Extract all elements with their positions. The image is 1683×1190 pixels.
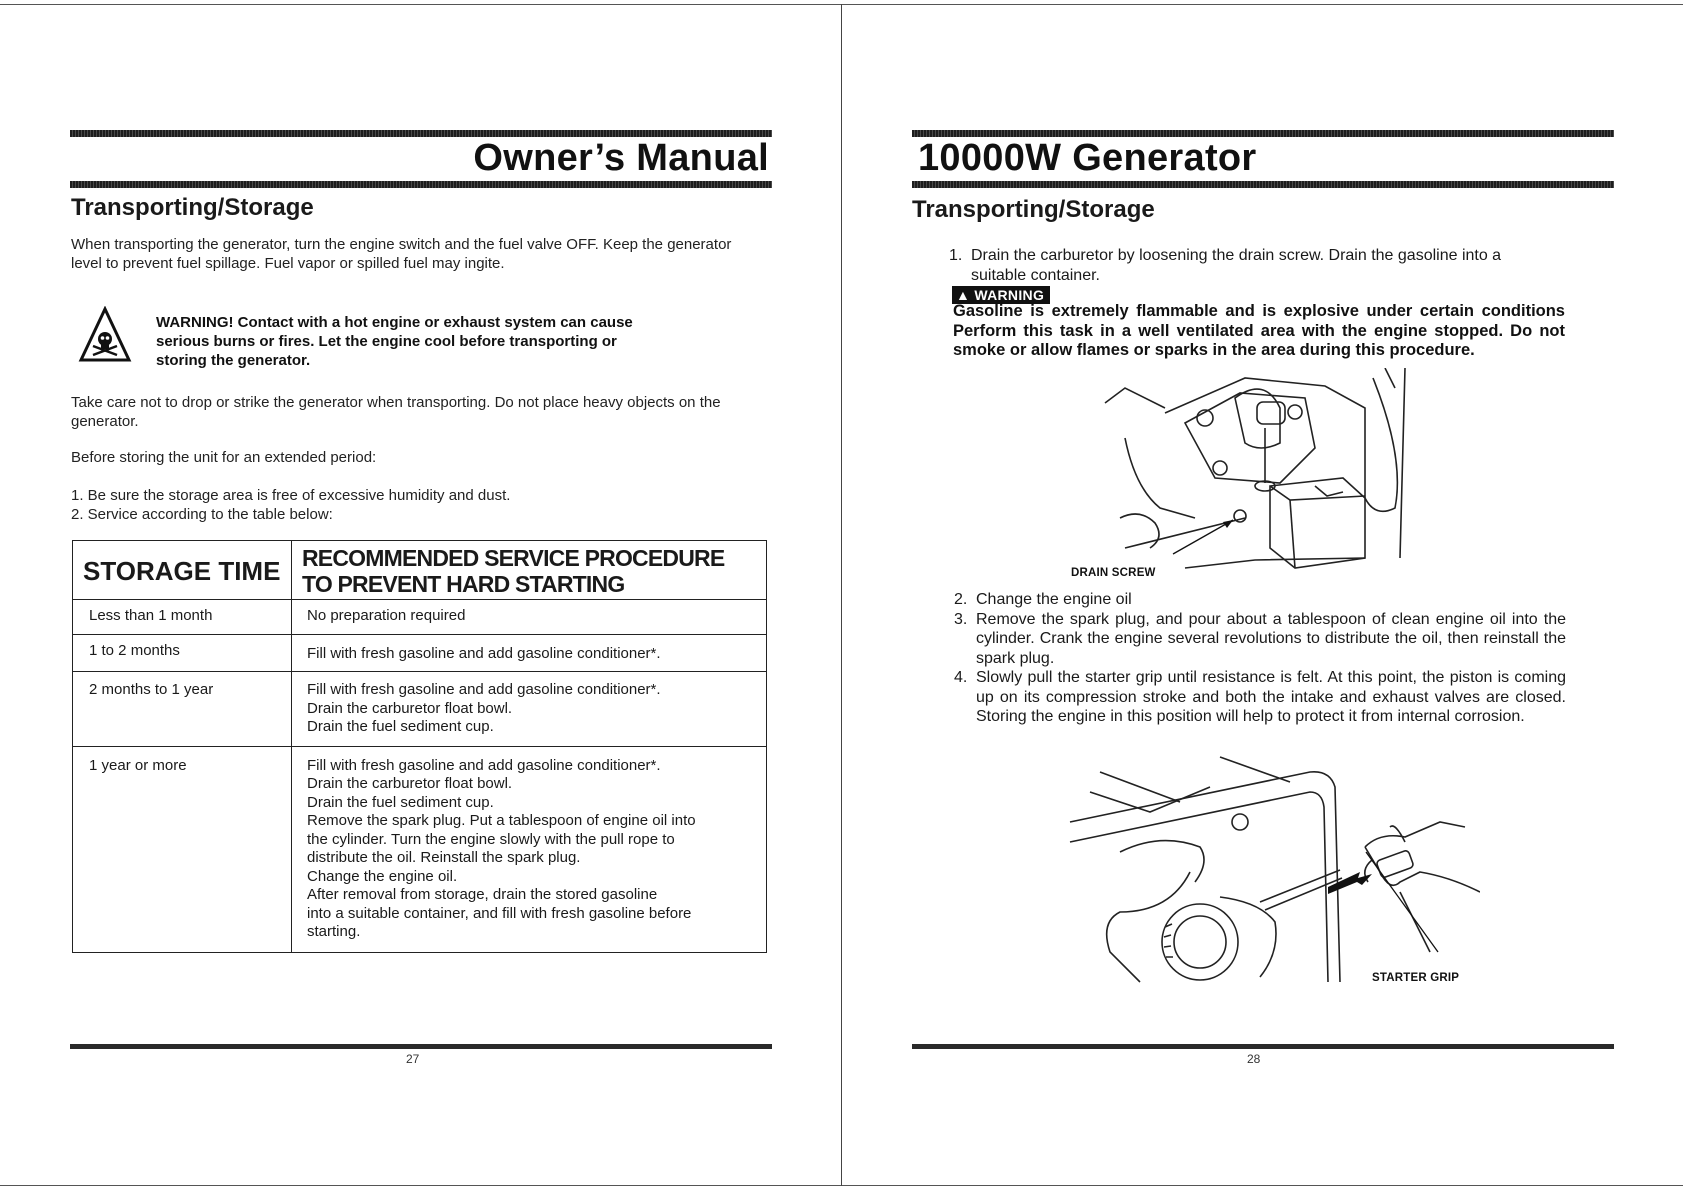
header-line: RECOMMENDED SERVICE PROCEDURE [302,545,725,571]
warning-text [156,313,776,370]
procedure-line: After removal from storage, drain the stored gasoline [307,886,658,903]
table-row [73,634,767,672]
page-number: 28 [1247,1052,1261,1066]
step-number: 4. [954,669,968,686]
header-rule-bottom [912,181,1614,188]
page-header-title: Owner’s Manual [473,137,769,179]
list-item [954,590,1566,610]
page-number: 27 [406,1052,420,1066]
footer-rule [912,1044,1614,1049]
steps-2-4 [954,590,1566,727]
step-text: Slowly pull the starter grip until resistance is felt. At this point, the piston is coming up on its compression stroke and both the intake and exhaust valves are closed. Storing the engine in this position will help to protect it from internal corrosion. [976,669,1566,725]
drain-screw-label: DRAIN SCREW [1071,567,1156,579]
step-text: Remove the spark plug, and pour about a tablespoon of clean engine oil into the cylinder. Crank the engine several revolutions to distribute the oil, then reinstall the spark plug. [976,610,1566,667]
cell-procedure [292,746,767,952]
procedure-line: Fill with fresh gasoline and add gasoline conditioner*. [307,681,661,698]
procedure-line: distribute the oil. Reinstall the spark plug. [307,849,581,866]
cell-storage-time: 2 months to 1 year [73,672,292,747]
procedure-line: Drain the carburetor float bowl. [307,699,513,717]
header-line: TO PREVENT HARD STARTING [302,571,625,597]
warning-badge-label: WARNING [974,287,1045,303]
warning-line: storing the generator. [156,352,311,369]
page-header-title: 10000W Generator [918,137,1257,179]
warning-line: WARNING! Contact with a hot engine or exhaust system can cause [156,314,633,331]
procedure-line: Drain the fuel sediment cup. [307,793,494,811]
procedure-line: Drain the carburetor float bowl. [307,775,513,792]
section-title: Transporting/Storage [912,196,1155,223]
cell-procedure [292,634,767,672]
cell-storage-time: Less than 1 month [73,600,292,635]
list-item [949,246,1549,285]
table-row [73,672,767,747]
procedure-line: No preparation required [307,607,466,624]
cell-storage-time: 1 year or more [73,746,292,952]
skull-warning-icon [78,306,132,364]
left-page [0,0,841,1190]
storage-checklist [71,487,751,524]
cell-storage-time: 1 to 2 months [73,634,292,672]
header-rule-bottom [70,181,772,188]
table-row [73,746,767,952]
step-text: Drain the carburetor by loosening the drain screw. Drain the gasoline into a suitable container. [971,247,1502,284]
procedure-line: Fill with fresh gasoline and add gasoline conditioner*. [307,644,661,662]
intro-paragraph: When transporting the generator, turn the engine switch and the fuel valve OFF. Keep the generator level to prevent fuel spillage. Fuel vapor or spilled fuel may ingite. [71,236,732,272]
column-header-procedure [292,541,767,600]
cell-procedure [292,672,767,747]
procedure-line: Remove the spark plug. Put a tablespoon of engine oil into [307,812,696,829]
list-item [954,668,1566,727]
procedure-line: Change the engine oil. [307,867,458,885]
starter-grip-illustration [1060,752,1480,992]
table-header-row [73,541,767,600]
step-number: 3. [954,610,968,628]
step-text: Change the engine oil [976,591,1132,608]
warning-line: serious burns or fires. Let the engine cool before transporting or [156,333,617,350]
procedure-line: Fill with fresh gasoline and add gasoline conditioner*. [307,756,661,774]
column-header-storage-time: STORAGE TIME [73,541,292,600]
footer-rule [70,1044,772,1049]
storage-service-table [72,540,767,953]
carburetor-drain-illustration [1065,368,1445,598]
step-number: 2. [954,591,968,608]
list-item [954,610,1566,669]
storage-intro: Before storing the unit for an extended period: [71,449,377,466]
starter-grip-label: STARTER GRIP [1372,972,1460,984]
list-item: 1. Be sure the storage area is free of excessive humidity and dust. [71,487,511,504]
transport-paragraph: Take care not to drop or strike the generator when transporting. Do not place heavy objects on the generator. [71,394,721,430]
procedure-line: the cylinder. Turn the engine slowly with the pull rope to [307,830,675,848]
procedure-line: starting. [307,923,361,940]
list-item: 2. Service according to the table below: [71,505,333,523]
header-rule-top [70,130,772,137]
step-1 [949,246,1549,285]
cell-procedure [292,600,767,635]
step-number: 1. [949,247,963,264]
warning-triangle-icon: ▲ [956,287,971,303]
gasoline-warning-text: Gasoline is extremely flammable and is explosive under certain conditions Perform this task in a well ventilated area with the engine stopped. Do not smoke or allow flames or sparks in the area during this procedure. [953,302,1565,360]
table-row [73,600,767,635]
procedure-line: into a suitable container, and fill with fresh gasoline before [307,904,692,922]
header-rule-top [912,130,1614,137]
procedure-line: Drain the fuel sediment cup. [307,718,494,735]
section-title: Transporting/Storage [71,194,314,221]
